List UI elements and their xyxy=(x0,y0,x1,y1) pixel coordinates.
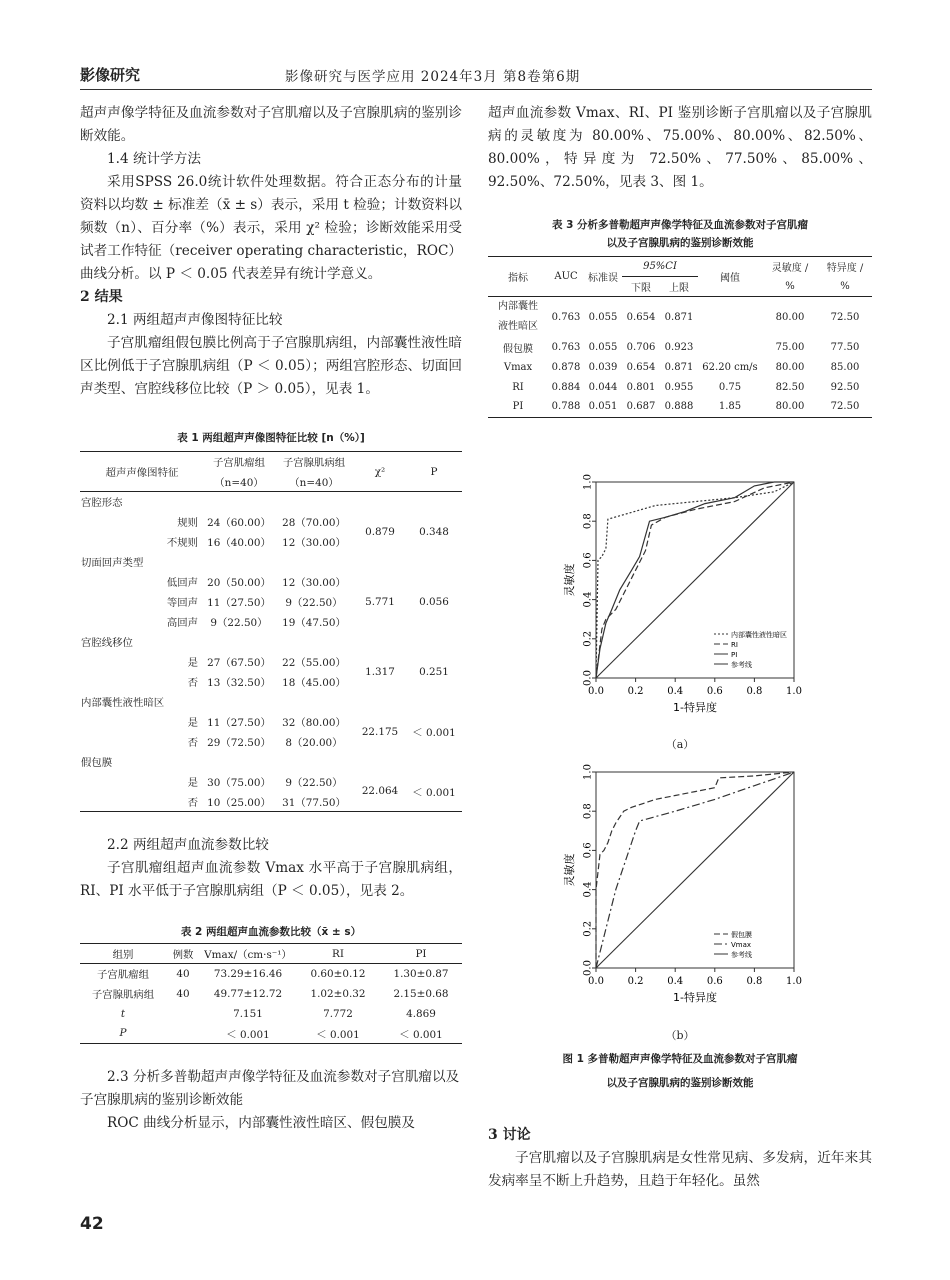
x-tick-label: 0.2 xyxy=(627,976,644,987)
x-axis-label: 1-特异度 xyxy=(673,991,717,1004)
t1-header-p: P xyxy=(430,465,438,478)
section-3-heading: 3 讨论 xyxy=(488,1127,531,1143)
y-tick-label: 0.4 xyxy=(582,881,594,898)
x-tick-label: 0.4 xyxy=(667,686,684,697)
figure-caption-line1: 图 1 多普勒超声声像学特征及血流参数对子宫肌瘤 xyxy=(562,1053,798,1065)
x-tick-label: 0.4 xyxy=(667,976,684,987)
table-row: 内部囊性 液性暗区 0.763 0.055 0.654 0.871 80.00 72.50 xyxy=(498,301,860,332)
table-row: 否 29（72.50） 8（20.00） xyxy=(187,737,343,749)
y-tick-label: 0.6 xyxy=(582,552,594,569)
paragraph-3: 子宫肌瘤以及子宫腺肌病是女性常见病、多发病，近年来其发病率呈不断上升趋势，且趋于年轻化。虽然 xyxy=(488,1150,872,1189)
x-tick-label: 0.2 xyxy=(627,686,644,697)
t1-group-title-row: 切面回声类型 xyxy=(81,557,144,569)
table-row: 高回声 9（22.50） 19（47.50） xyxy=(166,617,346,629)
t1-header-group2-n: （n=40） xyxy=(289,476,339,489)
section-2-1-heading: 2.1 两组超声声像图特征比较 xyxy=(107,312,283,328)
y-tick-label: 0.2 xyxy=(582,630,594,647)
table-row: 子宫肌瘤组 40 73.29±16.46 0.60±0.12 1.30±0.87 xyxy=(97,967,449,982)
legend-label: RI xyxy=(731,641,738,649)
page-number: 42 xyxy=(80,1214,104,1234)
t3-header-lower: 下限 xyxy=(631,283,651,294)
table2-caption: 表 2 两组超声血流参数比较（x̄ ± s） xyxy=(180,926,362,938)
paragraph-2-3: ROC 曲线分析显示，内部囊性液性暗区、假包膜及 xyxy=(107,1115,415,1131)
x-tick-label: 0.0 xyxy=(588,976,604,987)
table-row: RI 0.884 0.044 0.801 0.955 0.75 82.50 92.50 xyxy=(512,381,860,393)
legend-label: Vmax xyxy=(731,941,752,949)
t3-header-sens-pct: % xyxy=(785,280,795,292)
discussion-block xyxy=(488,1124,872,1193)
y-tick-label: 1.0 xyxy=(582,474,594,490)
table1 xyxy=(80,451,462,812)
section-2-heading: 2 结果 xyxy=(80,289,123,305)
y-tick-label: 0.8 xyxy=(582,803,594,820)
running-header xyxy=(80,64,872,90)
table-row: 否 13（32.50） 18（45.00） xyxy=(187,677,346,689)
t3-header-ci: 95%CI xyxy=(622,257,698,277)
y-tick-label: 0.0 xyxy=(582,960,594,976)
paragraph-stats: 采用SPSS 26.0统计软件处理数据。符合正态分布的计量资料以均数 ± 标准差（x̄ ± s）表示，采用 t 检验；计数资料以频数（n）、百分率（%）表示，采用 χ² 检验；诊断效能采用受试者工作特征（receiver operating characteristic，ROC）曲线分析。以 P ＜ 0.05 代表差异有统计学意义。 xyxy=(80,174,462,282)
table1-caption: 表 1 两组超声声像图特征比较 [n（%）] xyxy=(177,432,365,444)
t1-header-feature: 超声声像图特征 xyxy=(105,467,179,479)
t3-header-threshold: 阈值 xyxy=(720,273,740,284)
table-row: 规则 24（60.00） 28（70.00） 0.879 0.348 xyxy=(177,517,449,538)
t3-header-upper: 上限 xyxy=(669,283,689,294)
y-tick-label: 0.6 xyxy=(582,842,594,859)
y-tick-label: 1.0 xyxy=(582,764,594,780)
table-row: Vmax 0.878 0.039 0.654 0.871 62.20 cm/s 80.00 85.00 xyxy=(503,361,860,373)
x-tick-label: 0.0 xyxy=(588,686,604,697)
t2-header-row: 组别 例数 Vmax/（cm·s⁻¹） RI PI xyxy=(80,944,462,964)
legend-label: 参考线 xyxy=(731,661,752,669)
table-row: 是 27（67.50） 22（55.00） 1.317 0.251 xyxy=(187,657,449,678)
t1-header-group1: 子宫肌瘤组 xyxy=(213,457,265,470)
right-column xyxy=(488,102,872,418)
figure-caption-line2: 以及子宫腺肌病的鉴别诊断效能 xyxy=(606,1077,754,1089)
table-row: 是 30（75.00） 9（22.50） 22.064 ＜ 0.001 xyxy=(187,777,456,799)
x-tick-label: 0.8 xyxy=(746,976,763,987)
y-tick-label: 0.0 xyxy=(582,670,594,686)
y-tick-label: 0.2 xyxy=(582,920,594,937)
paragraph-2-2: 子宫肌瘤组超声血流参数 Vmax 水平高于子宫腺肌病组，RI、PI 水平低于子宫腺肌病组（P ＜ 0.05），见表 2。 xyxy=(80,860,462,899)
paragraph-2-1: 子宫肌瘤组假包膜比例高于子宫腺肌病组，内部囊性液性暗区比例低于子宫腺肌病组（P ＜ 0.05）；两组宫腔形态、切面回声类型、宫腔线移位比较（P ＞ 0.05），见表 1。 xyxy=(80,335,462,397)
table-row: 低回声 20（50.00） 12（30.00） 5.771 0.056 xyxy=(166,577,449,608)
y-tick-label: 0.4 xyxy=(582,591,594,608)
t3-header-specificity: 特异度 / xyxy=(826,263,864,275)
section-1-4-heading: 1.4 统计学方法 xyxy=(107,151,201,167)
y-axis-label: 灵敏度 xyxy=(563,853,576,887)
journal-issue-line: 影像研究与医学应用 2024年3月 第8卷第6期 xyxy=(285,69,581,85)
table3-caption-line2: 以及子宫腺肌病的鉴别诊断效能 xyxy=(606,237,754,249)
t1-group-title-row: 宫腔形态 xyxy=(81,497,123,510)
table-row: t 7.151 7.772 4.869 xyxy=(120,1007,436,1020)
roc-chart-a xyxy=(560,470,820,735)
left-column xyxy=(80,102,462,1135)
x-tick-label: 0.6 xyxy=(706,976,723,987)
table-row: 是 11（27.50） 32（80.00） 22.175 ＜ 0.001 xyxy=(187,717,456,739)
section-2-2-heading: 2.2 两组超声血流参数比较 xyxy=(107,837,269,853)
table-row: 子宫腺肌病组 40 49.77±12.72 1.02±0.32 2.15±0.68 xyxy=(91,987,449,1001)
table-row: 不规则 16（40.00） 12（30.00） xyxy=(166,537,346,549)
journal-short-title: 影像研究 xyxy=(80,66,141,84)
legend-label: PI xyxy=(731,651,738,659)
t3-header-spec-pct: % xyxy=(840,280,850,292)
t3-header-auc: AUC xyxy=(554,271,578,282)
t1-header-chi: χ² xyxy=(374,465,386,478)
t3-header-index: 指标 xyxy=(508,273,528,284)
table-row: 否 10（25.00） 31（77.50） xyxy=(80,792,462,812)
x-tick-label: 0.8 xyxy=(746,686,763,697)
x-tick-label: 0.6 xyxy=(706,686,723,697)
legend-label: 假包膜 xyxy=(731,931,752,939)
paragraph-continued-right: 超声血流参数 Vmax、RI、PI 鉴别诊断子宫肌瘤以及子宫腺肌病的灵敏度为 80.00%、75.00%、80.00%、82.50%、80.00%，特异度为 72.50%、77.50%、85.00%、92.50%、72.50%，见表 3、图 1。 xyxy=(488,105,872,190)
y-tick-label: 0.8 xyxy=(582,513,594,530)
t1-header-group2: 子宫腺肌病组 xyxy=(282,457,346,470)
table-row: PI 0.788 0.051 0.687 0.888 1.85 80.00 72.50 xyxy=(488,397,872,417)
x-tick-label: 1.0 xyxy=(786,686,802,697)
figure-sublabel-a: （a） xyxy=(665,738,695,751)
figure-sublabel-b: （b） xyxy=(665,1029,695,1042)
x-tick-label: 1.0 xyxy=(786,976,802,987)
series-line-2 xyxy=(596,772,794,968)
t1-group-title-row: 宫腔线移位 xyxy=(81,637,133,649)
paragraph-continued: 超声声像学特征及血流参数对子宫肌瘤以及子宫腺肌病的鉴别诊断效能。 xyxy=(80,105,462,144)
t3-header-se: 标准误 xyxy=(588,273,618,284)
roc-chart-b xyxy=(560,760,820,1025)
table-row: 等回声 11（27.50） 9（22.50） xyxy=(166,597,343,609)
y-axis-label: 灵敏度 xyxy=(563,563,576,597)
t1-group-title-row: 假包膜 xyxy=(81,757,113,769)
table2 xyxy=(80,943,462,1044)
legend-label: 参考线 xyxy=(731,951,752,959)
x-axis-label: 1-特异度 xyxy=(673,701,717,714)
t1-group-title-row: 内部囊性液性暗区 xyxy=(81,697,165,709)
table3-caption-line1: 表 3 分析多普勒超声声像学特征及血流参数对子宫肌瘤 xyxy=(551,219,809,231)
t1-header-group1-n: （n=40） xyxy=(214,476,264,489)
table-row: 假包膜 0.763 0.055 0.706 0.923 75.00 77.50 xyxy=(503,341,860,355)
t3-header-sensitivity: 灵敏度 / xyxy=(771,263,809,275)
table3 xyxy=(488,256,872,418)
legend-label: 内部囊性液性暗区 xyxy=(731,631,787,639)
section-2-3-heading: 2.3 分析多普勒超声声像学特征及血流参数对子宫肌瘤以及子宫腺肌病的鉴别诊断效能 xyxy=(80,1069,460,1108)
table-row: P ＜ 0.001 ＜ 0.001 ＜ 0.001 xyxy=(80,1024,462,1044)
